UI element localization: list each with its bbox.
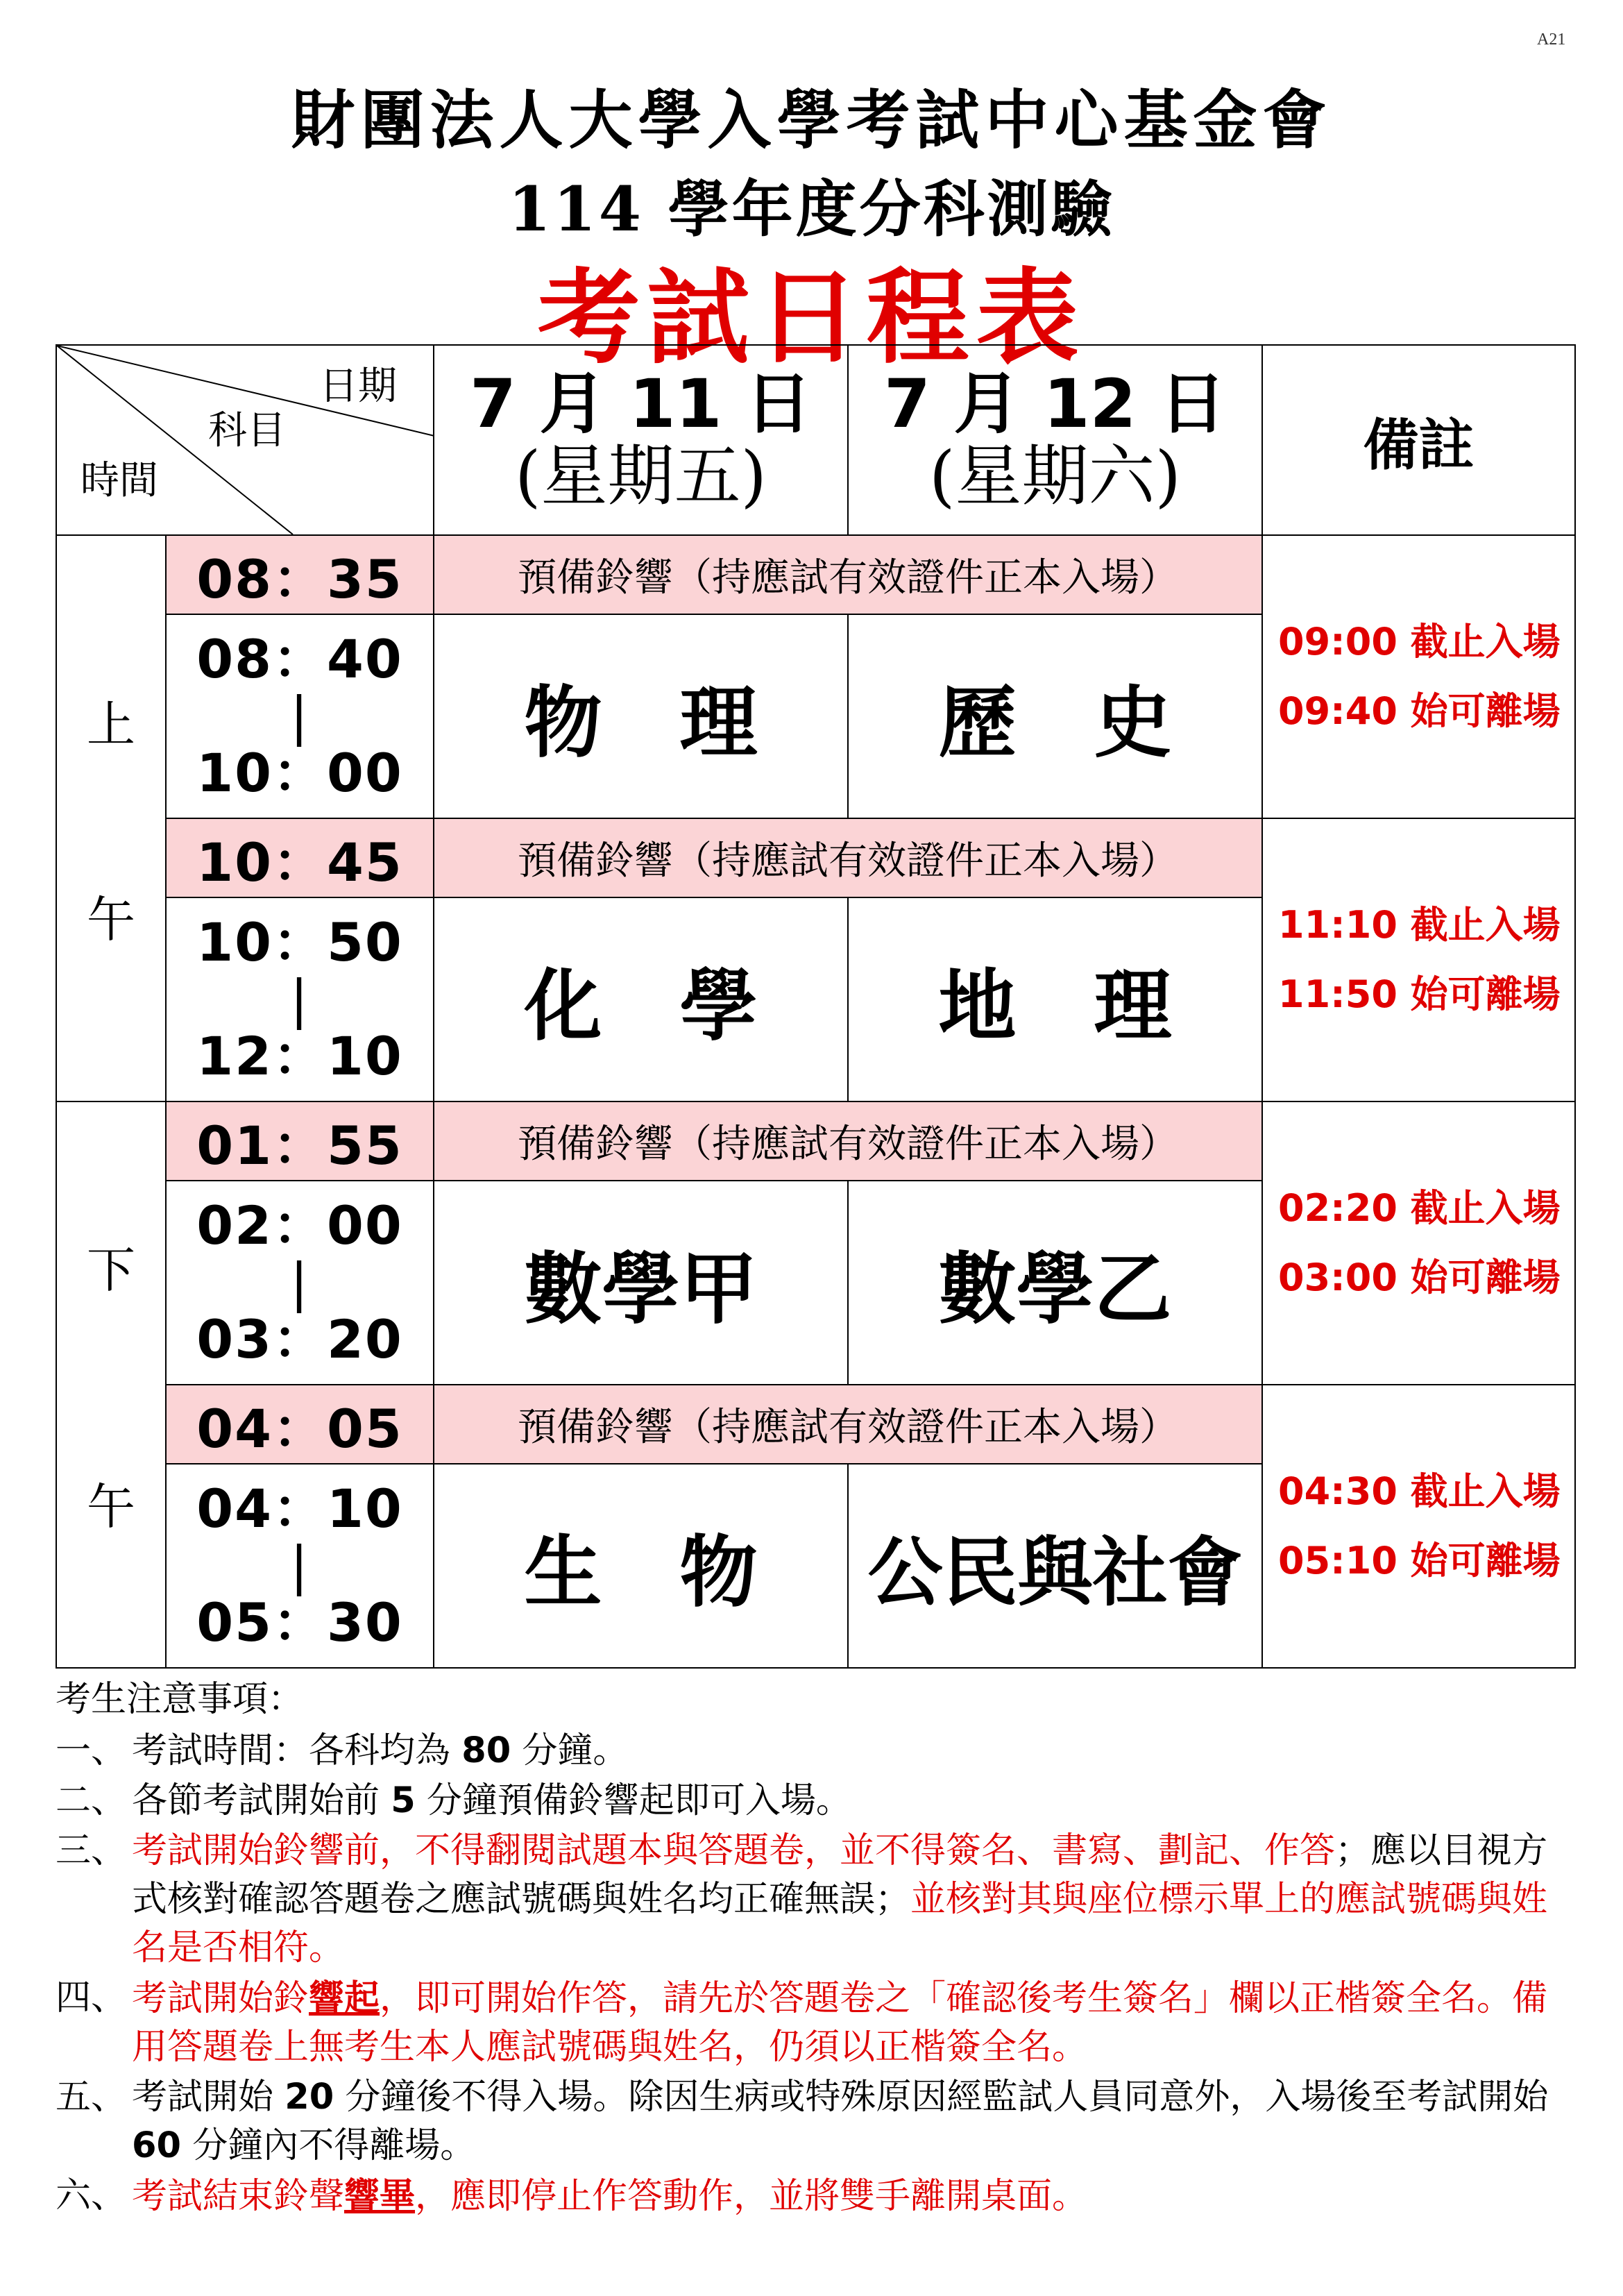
- notice-text: 分鐘後不得入場。除因生病或特殊原因經監試人員同意外，入場後至考試開始: [334, 2077, 1549, 2118]
- day2-date: 7 月 12 日: [884, 365, 1226, 443]
- schedule-title: 考試日程表: [537, 257, 1086, 378]
- day2-subject: 公民與社會: [848, 1464, 1262, 1668]
- notice-number: 六、: [56, 2175, 127, 2216]
- notice-text: 分鐘。: [511, 1730, 629, 1771]
- day2-subject: 歷 史: [848, 614, 1262, 818]
- entry-deadline: 09:00 截止入場: [1278, 620, 1561, 664]
- bell-notice: 預備鈴響（持應試有效證件正本入場）: [434, 1385, 1262, 1464]
- notice-text-red: ，即可開始作答，請先於答題卷之「確認後考生簽名」欄以正楷簽全名。備用答題卷上無考生本人應試號碼與姓名，仍須以正楷簽全名。: [132, 1978, 1548, 2068]
- notes-header: 備註: [1262, 345, 1575, 535]
- bell-notice: 預備鈴響（持應試有效證件正本入場）: [434, 818, 1262, 897]
- end-time: 10：00: [196, 742, 403, 804]
- table-row: [56, 818, 1575, 897]
- notice-item: [56, 1974, 1582, 2072]
- notice-number-value: 5: [391, 1780, 416, 1821]
- period-char: 上: [87, 696, 135, 753]
- period-char: 下: [87, 1242, 135, 1299]
- leave-time: 09:40 始可離場: [1278, 689, 1561, 733]
- period-char: 午: [87, 1478, 135, 1535]
- time-separator: |: [290, 1251, 309, 1313]
- day1-subject: 化 學: [434, 897, 848, 1101]
- bell-time: 10：45: [166, 818, 434, 897]
- notice-text: 各節考試開始前: [132, 1780, 391, 1821]
- notice-text-red: 並核對其與座位標示單上的應試號碼與姓名是否相符。: [132, 1879, 1548, 1968]
- leave-time: 05:10 始可離場: [1278, 1539, 1561, 1582]
- notice-text: 考試開始: [132, 2077, 285, 2118]
- period-morning: [56, 535, 166, 1101]
- time-separator: |: [290, 968, 309, 1030]
- notices-heading: 考生注意事項：: [56, 1679, 304, 1720]
- bell-notice: 預備鈴響（持應試有效證件正本入場）: [434, 535, 1262, 614]
- notice-item: [56, 1777, 1582, 1825]
- period-char: 午: [87, 891, 135, 948]
- session-notes: [1262, 1385, 1575, 1668]
- leave-time: 03:00 始可離場: [1278, 1256, 1561, 1299]
- notice-text: 分鐘預備鈴響起即可入場。: [415, 1780, 851, 1821]
- day1-weekday: (星期五): [515, 437, 767, 515]
- entry-deadline: 04:30 截止入場: [1278, 1469, 1561, 1513]
- table-row: [56, 535, 1575, 614]
- day1-subject: 數學甲: [434, 1181, 848, 1385]
- table-row: [56, 1101, 1575, 1181]
- exam-time-range: [166, 1464, 434, 1668]
- day1-subject: 生 物: [434, 1464, 848, 1668]
- day1-date: 7 月 11 日: [470, 365, 812, 443]
- end-time: 12：10: [196, 1025, 403, 1087]
- start-time: 04：10: [196, 1478, 403, 1539]
- start-time: 08：40: [196, 628, 403, 690]
- bell-time: 04：05: [166, 1385, 434, 1464]
- day1-subject: 物 理: [434, 614, 848, 818]
- notice-text-red: ，應即停止作答動作，並將雙手離開桌面。: [415, 2176, 1088, 2217]
- notice-number-value: 20: [284, 2077, 334, 2118]
- notice-text-red: 考試開始鈴: [132, 1978, 309, 2019]
- bell-time: 01：55: [166, 1101, 434, 1181]
- exam-time-range: [166, 614, 434, 818]
- day1-header: [434, 345, 848, 535]
- entry-deadline: 02:20 截止入場: [1278, 1186, 1561, 1230]
- notice-text-red: 考試結束鈴聲: [132, 2176, 345, 2217]
- notice-number: 二、: [56, 1780, 127, 1821]
- notice-text-red: 考試開始鈴響前，不得翻閱試題本與答題卷，並不得簽名、書寫、劃記、作答: [132, 1830, 1336, 1871]
- session-notes: [1262, 535, 1575, 818]
- start-time: 02：00: [196, 1195, 403, 1256]
- table-row: [56, 1385, 1575, 1464]
- time-separator: |: [290, 1535, 309, 1596]
- bell-notice: 預備鈴響（持應試有效證件正本入場）: [434, 1101, 1262, 1181]
- day2-weekday: (星期六): [929, 437, 1181, 515]
- day2-subject: 數學乙: [848, 1181, 1262, 1385]
- end-time: 03：20: [196, 1308, 403, 1370]
- period-afternoon: [56, 1101, 166, 1668]
- notice-item: [56, 2172, 1582, 2221]
- bell-time: 08：35: [166, 535, 434, 614]
- schedule-table: [56, 344, 1576, 1669]
- session-notes: [1262, 818, 1575, 1101]
- corner-time-label: 時間: [80, 458, 158, 503]
- notice-number: 三、: [56, 1830, 127, 1871]
- time-separator: |: [290, 685, 309, 747]
- corner-subject-label: 科目: [208, 408, 286, 453]
- notice-number-value: 60: [132, 2125, 181, 2166]
- day2-subject: 地 理: [848, 897, 1262, 1101]
- notice-number: 五、: [56, 2077, 127, 2118]
- notice-text: ；應以目視方式核對確認答題卷之應試號碼與姓名均正確無誤；: [132, 1830, 1548, 1920]
- notice-number: 四、: [56, 1977, 127, 2018]
- organization-title: 財團法人大學入學考試中心基金會: [291, 83, 1332, 158]
- notice-emphasis: 響畢: [344, 2175, 416, 2217]
- exam-notices: [56, 1675, 1582, 2221]
- exam-time-range: [166, 1181, 434, 1385]
- notice-number: 一、: [56, 1730, 127, 1771]
- session-notes: [1262, 1101, 1575, 1385]
- start-time: 10：50: [196, 911, 403, 973]
- notice-item: [56, 1827, 1582, 1973]
- notice-number-value: 80: [461, 1730, 511, 1771]
- notice-text: 分鐘內不得離場。: [180, 2125, 476, 2166]
- notice-item: [56, 2073, 1582, 2170]
- corner-date-label: 日期: [319, 364, 397, 409]
- notice-item: [56, 1727, 1582, 1775]
- document-code: A21: [1537, 31, 1566, 49]
- day2-header: [848, 345, 1262, 535]
- leave-time: 11:50 始可離場: [1278, 972, 1561, 1016]
- exam-title: 114 學年度分科測驗: [508, 173, 1115, 245]
- entry-deadline: 11:10 截止入場: [1278, 903, 1561, 947]
- notice-text: 考試時間：各科均為: [132, 1730, 462, 1771]
- end-time: 05：30: [196, 1592, 403, 1653]
- notice-emphasis: 響起: [309, 1977, 380, 2019]
- corner-cell: [56, 345, 434, 535]
- exam-time-range: [166, 897, 434, 1101]
- table-header-row: [56, 345, 1575, 535]
